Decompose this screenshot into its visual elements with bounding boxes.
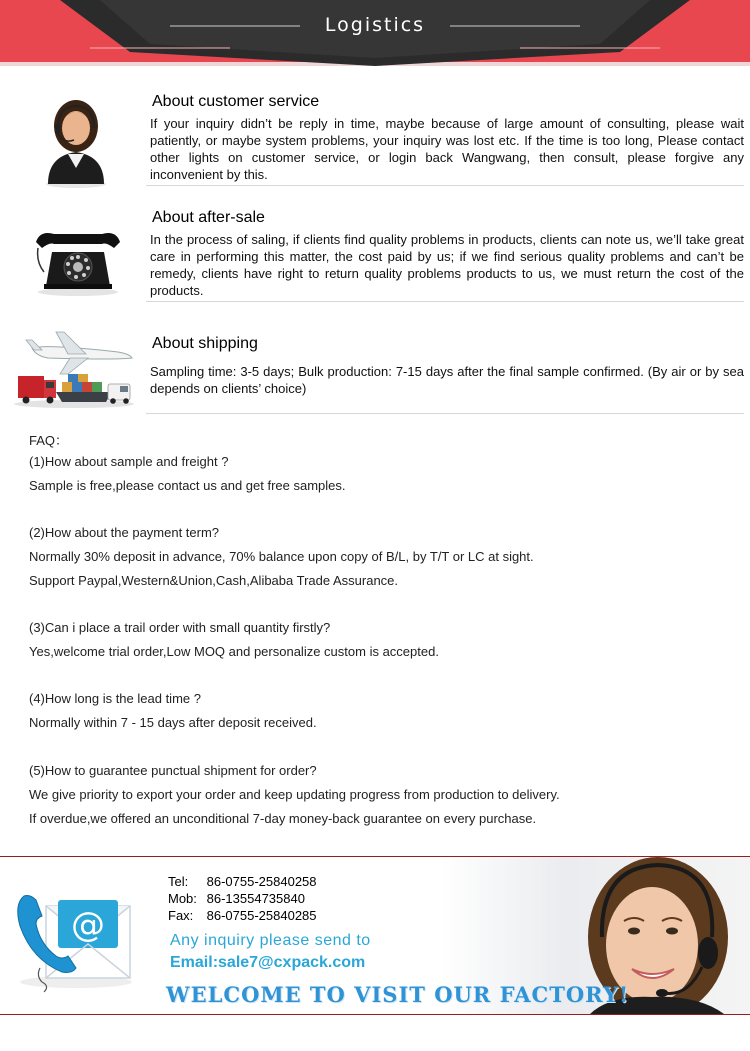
- airplane-truck-ship-icon: [8, 318, 138, 410]
- section-divider: [146, 185, 744, 186]
- faq-heading: FAQ：: [29, 433, 69, 448]
- contact-mob: [168, 891, 305, 906]
- section-body: If your inquiry didn’t be reply in time, maybe because of large amount of consulting, please wait patiently, or maybe system problems, your inquiry was lost etc. If the time is too long, Please contact other lights on customer service, or login back Wangwang, then consult, please forgive any inconvenient by this.: [150, 116, 744, 182]
- section-body: Sampling time: 3-5 days; Bulk production: 7-15 days after the final sample confirmed. (By air or by sea depends on clients’ choice): [150, 364, 744, 396]
- faq-line: (5)How to guarantee punctual shipment for order?: [29, 763, 317, 778]
- faq-line: We give priority to export your order and keep updating progress from production to delivery.: [29, 787, 560, 802]
- mob-value: 86-13554735840: [206, 891, 305, 906]
- faq-line: Normally 30% deposit in advance, 70% balance upon copy of B/L, by T/T or LC at sight.: [29, 549, 534, 564]
- faq-line: (4)How long is the lead time ?: [29, 691, 201, 706]
- faq-line: Support Paypal,Western&Union,Cash,Alibaba Trade Assurance.: [29, 573, 399, 588]
- faq-line: (3)Can i place a trail order with small quantity firstly?: [29, 620, 331, 635]
- faq-line: If overdue,we offered an unconditional 7-day money-back guarantee on every purchase.: [29, 811, 537, 826]
- section-after-sale: [0, 200, 750, 304]
- section-body: In the process of saling, if clients find quality problems in products, clients can note us, we’ll take great care in performing this matter, the cost paid by us; if we find serious quality problems and can’t be remedy, clients have right to return quality problems products to us, we must return the cost of the products.: [150, 232, 744, 298]
- welcome-slogan: WELCOME TO VISIT OUR FACTORY!: [166, 982, 630, 1007]
- contact-footer: [0, 856, 750, 1016]
- section-shipping: [0, 318, 750, 418]
- section-customer-service: [0, 86, 750, 186]
- inquiry-text: Any inquiry please send to: [170, 932, 371, 949]
- tel-label: Tel:: [168, 874, 189, 889]
- section-divider: [146, 413, 744, 414]
- header-banner: [0, 0, 750, 80]
- section-divider: [146, 301, 744, 302]
- section-title: About shipping: [152, 335, 258, 352]
- contact-fax: [168, 908, 317, 923]
- svg-text:@: @: [71, 905, 105, 945]
- faq-line: Yes,welcome trial order,Low MOQ and personalize custom is accepted.: [29, 644, 439, 659]
- headset-agent-icon: [18, 94, 138, 190]
- faq-line: (1)How about sample and freight ?: [29, 454, 229, 469]
- faq-line: (2)How about the payment term?: [29, 525, 220, 540]
- tel-value: 86-0755-25840258: [206, 874, 317, 889]
- section-title: About customer service: [152, 93, 320, 110]
- contact-tel: [168, 874, 317, 889]
- faq-line: Sample is free,please contact us and get free samples.: [29, 478, 346, 493]
- page-title: Logistics: [324, 14, 426, 36]
- email-phone-icon: [10, 876, 135, 996]
- faq-line: Normally within 7 - 15 days after deposit received.: [29, 715, 317, 730]
- fax-value: 86-0755-25840285: [206, 908, 317, 923]
- banner-shape: [0, 0, 750, 80]
- email-link[interactable]: Email:sale7@cxpack.com: [170, 954, 366, 971]
- section-title: About after-sale: [152, 209, 265, 226]
- footer-bottom-rule: [0, 1014, 750, 1015]
- rotary-phone-icon: [18, 212, 138, 298]
- mob-label: Mob:: [168, 891, 197, 906]
- fax-label: Fax:: [168, 908, 194, 923]
